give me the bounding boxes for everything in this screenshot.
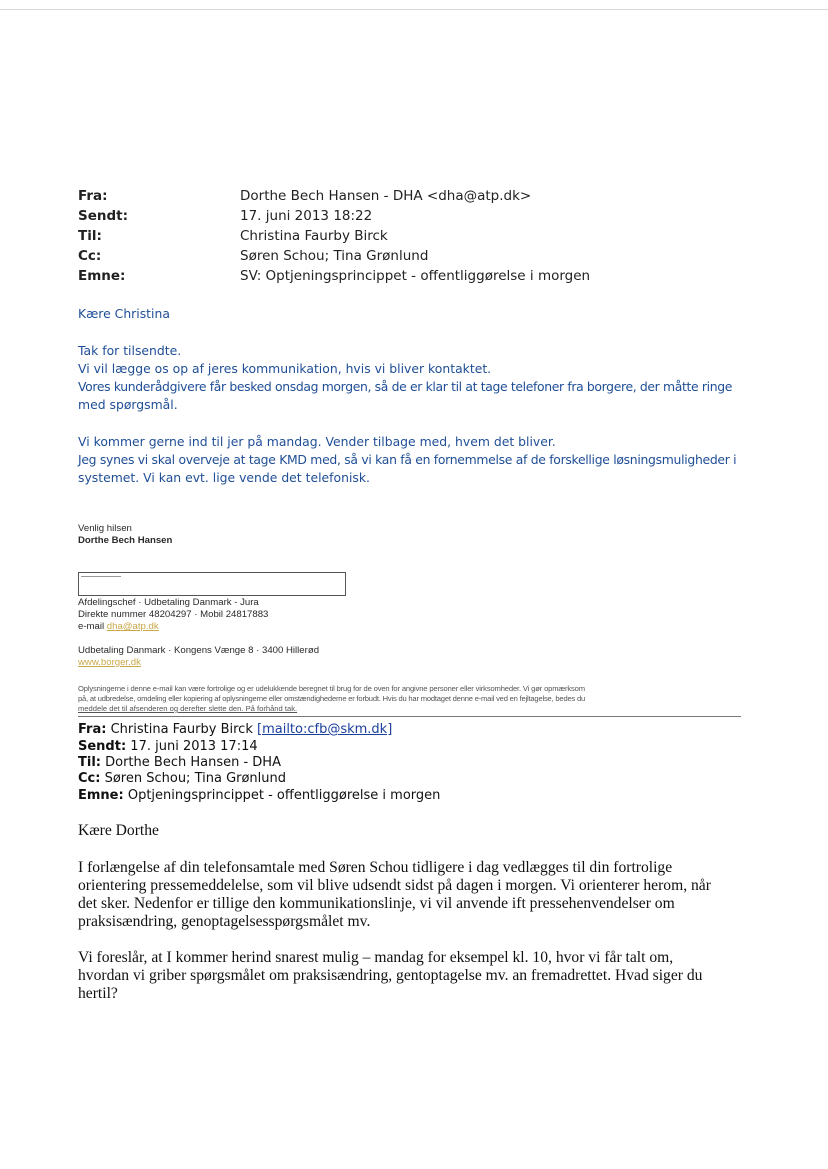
forwarded-sent-value: 17. juni 2013 17:14 <box>130 739 258 754</box>
reply-line: Tak for tilsendte. <box>78 343 182 358</box>
forwarded-to-row <box>78 755 281 770</box>
forwarded-to-value: Dorthe Bech Hansen - DHA <box>105 755 281 770</box>
forwarded-subject-row <box>78 788 440 803</box>
signature-website-link[interactable]: www.borger.dk <box>78 657 141 668</box>
disclaimer-line: på, at udbredelse, omdeling eller kopiering af oplysningerne eller omstændighederne er forbudt. Hvis du har modtaget denne e-mail ved en fejltagelse, bedes du <box>78 694 586 703</box>
header-value: 17. juni 2013 18:22 <box>240 208 373 224</box>
original-greeting: Kære Dorthe <box>78 822 159 839</box>
header-value: Christina Faurby Birck <box>240 228 388 244</box>
original-line: det sker. Nedenfor er tillige den kommunikationslinje, vi vil anvende ift pressehenvendelser om <box>78 895 675 912</box>
forwarded-sent-row <box>78 739 258 754</box>
forwarded-cc-value: Søren Schou; Tina Grønlund <box>104 771 287 786</box>
header-label: Til: <box>78 228 102 244</box>
header-value: SV: Optjeningsprincippet - offentliggørelse i morgen <box>240 268 591 284</box>
original-line: praksisændring, genoptagelsesspørgsmålet mv. <box>78 913 371 930</box>
header-label: Emne: <box>78 268 126 284</box>
reply-line: Vi vil lægge os op af jeres kommunikation, hvis vi bliver kontaktet. <box>78 361 492 376</box>
header-value: Søren Schou; Tina Grønlund <box>240 248 429 264</box>
reply-line: systemet. Vi kan evt. lige vende det telefonisk. <box>78 470 370 485</box>
disclaimer-line: Oplysningerne i denne e-mail kan være fortrolige og er udelukkende beregnet til brug for de oven for angivne personer eller virksomheder. Vi gør opmærksom <box>78 684 585 693</box>
forwarded-sent-label: Sendt: <box>78 739 127 754</box>
original-line: hvordan vi griber spørgsmålet om praksisændring, gentoptagelse mv. an fremadrettet. Hvad siger du <box>78 967 703 984</box>
forwarded-from-value: Christina Faurby Birck <box>110 722 253 737</box>
forwarded-from-label: Fra: <box>78 722 107 737</box>
forwarded-subject-value: Optjeningsprincippet - offentliggørelse i morgen <box>127 788 441 803</box>
signature-email-link[interactable]: dha@atp.dk <box>106 621 159 632</box>
signature-name: Dorthe Bech Hansen <box>78 535 173 546</box>
signature-email-row <box>78 621 159 633</box>
forwarded-from-row <box>78 722 392 737</box>
original-line: I forlængelse af din telefonsamtale med Søren Schou tidligere i dag vedlægges til din fortrolige <box>78 859 673 876</box>
reply-line: Vores kunderådgivere får besked onsdag morgen, så de er klar til at tage telefoner fra borgere, der måtte ringe <box>78 379 732 394</box>
separator-rule <box>78 716 741 717</box>
signature-closing: Venlig hilsen <box>78 523 132 534</box>
forwarded-subject-label: Emne: <box>78 788 124 803</box>
header-label: Fra: <box>78 188 108 204</box>
signature-address: Udbetaling Danmark · Kongens Vænge 8 · 3400 Hillerød <box>78 645 320 656</box>
reply-greeting: Kære Christina <box>78 306 170 321</box>
disclaimer-line: meddele det til afsenderen og derefter slette den. På forhånd tak. <box>78 704 298 713</box>
signature-title: Afdelingschef · Udbetaling Danmark - Jura <box>78 597 259 608</box>
signature-logo-image <box>78 572 346 596</box>
original-line: Vi foreslår, at I kommer herind snarest mulig – mandag for eksempel kl. 10, hvor vi får talt om, <box>78 949 674 966</box>
forwarded-mailto-link[interactable]: [mailto:cfb@skm.dk] <box>257 722 393 737</box>
forwarded-cc-label: Cc: <box>78 771 101 786</box>
header-value: Dorthe Bech Hansen - DHA <dha@atp.dk> <box>240 188 532 204</box>
reply-line: med spørgsmål. <box>78 397 178 412</box>
signature-email-label: e-mail <box>78 621 105 632</box>
reply-line: Jeg synes vi skal overveje at tage KMD med, så vi kan få en fornemmelse af de forskellige løsningsmuligheder i <box>78 452 737 467</box>
forwarded-to-label: Til: <box>78 755 101 770</box>
original-line: hertil? <box>78 985 118 1002</box>
header-label: Sendt: <box>78 208 129 224</box>
scan-edge-line <box>0 9 828 10</box>
reply-line: Vi kommer gerne ind til jer på mandag. Vender tilbage med, hvem det bliver. <box>78 434 556 449</box>
original-line: orientering pressemeddelelse, som vil blive udsendt sidst på dagen i morgen. Vi orienterer herom, når <box>78 877 711 894</box>
signature-phone: Direkte nummer 48204297 · Mobil 24817883 <box>78 609 269 620</box>
forwarded-cc-row <box>78 771 286 786</box>
header-label: Cc: <box>78 248 102 264</box>
